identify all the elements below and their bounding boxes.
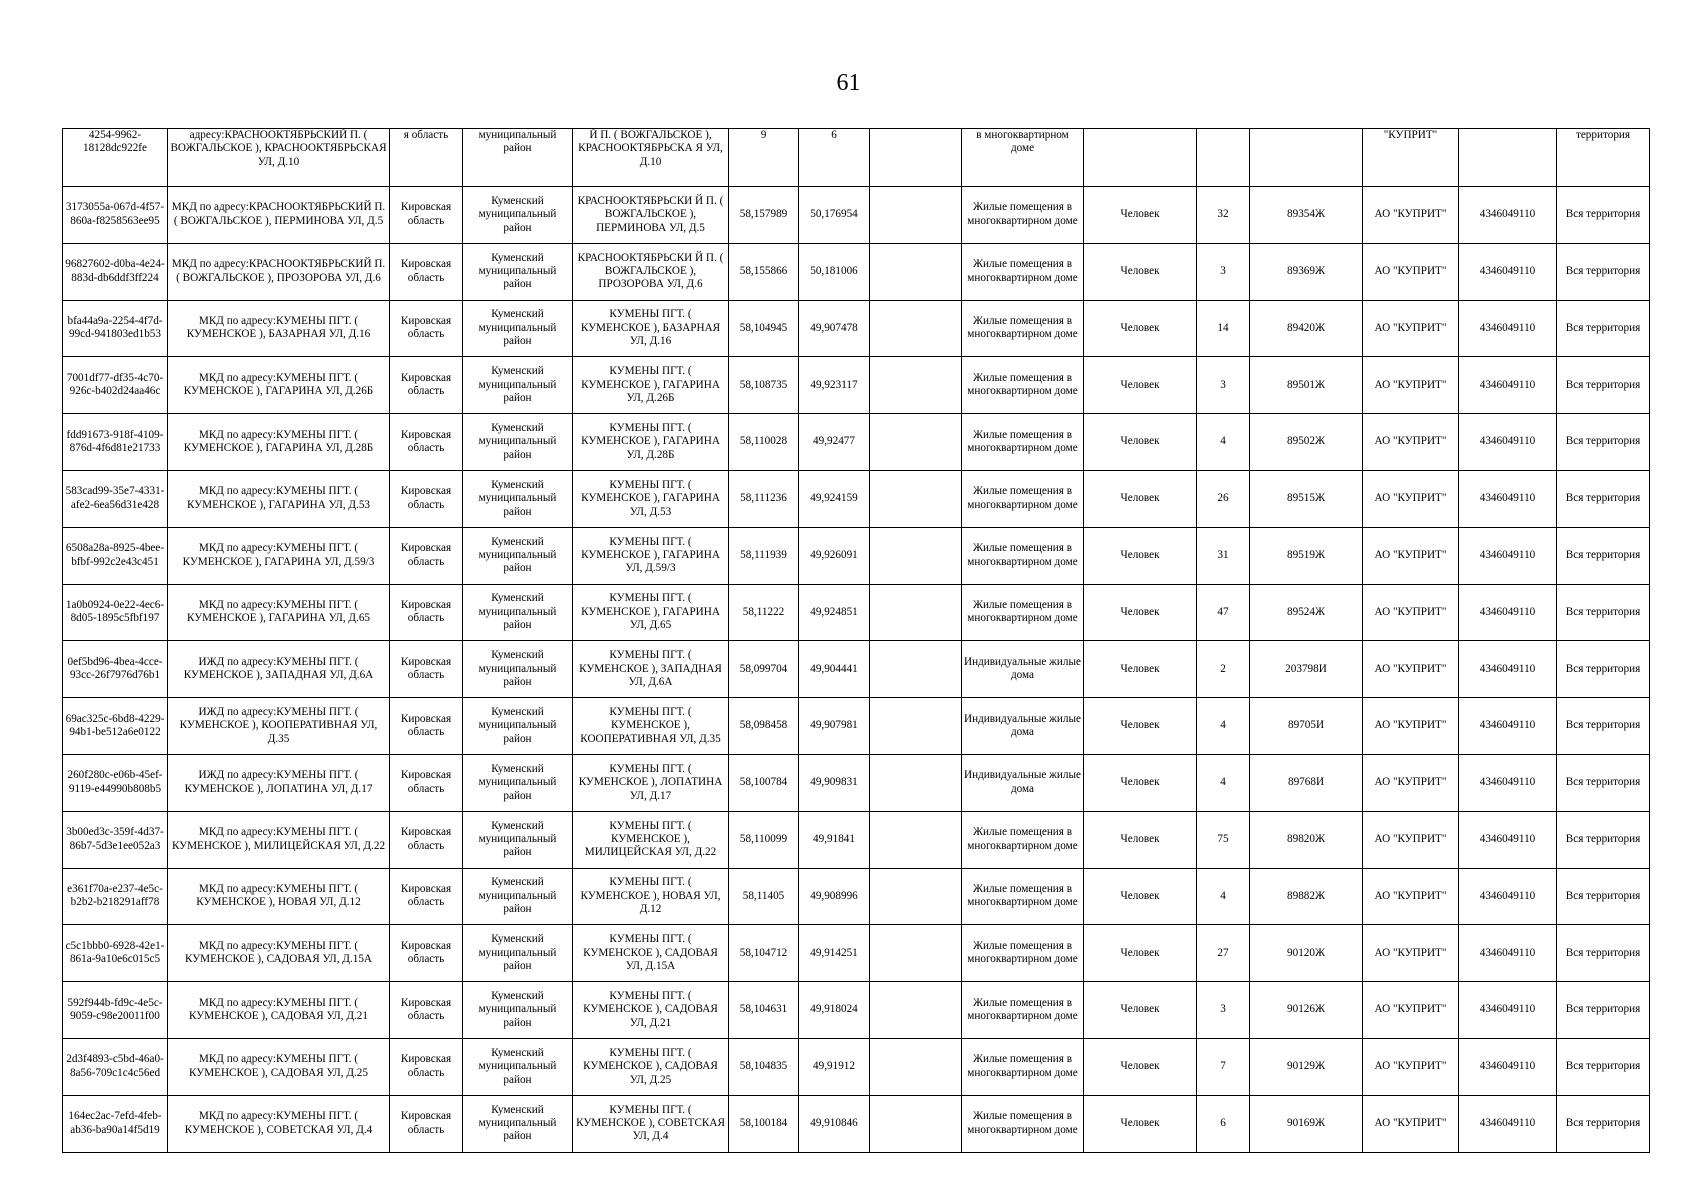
cell-region: Кировская область bbox=[390, 584, 463, 641]
cell-lat: 58,155866 bbox=[729, 243, 799, 300]
cell-code: 90169Ж bbox=[1250, 1095, 1363, 1152]
cell-id: e361f70a-e237-4e5c-b2b2-b218291aff78 bbox=[63, 868, 168, 925]
cell-region: Кировская область bbox=[390, 300, 463, 357]
cell-org: АО "КУПРИТ" bbox=[1363, 641, 1459, 698]
cell-inn bbox=[1459, 129, 1557, 187]
cell-address: КУМЕНЫ ПГТ. ( КУМЕНСКОЕ ), ГАГАРИНА УЛ, Д.65 bbox=[573, 584, 729, 641]
cell-lon: 49,924159 bbox=[799, 470, 870, 527]
cell-lat: 58,11222 bbox=[729, 584, 799, 641]
cell-address: КУМЕНЫ ПГТ. ( КУМЕНСКОЕ ), ГАГАРИНА УЛ, Д.53 bbox=[573, 470, 729, 527]
cell-org: АО "КУПРИТ" bbox=[1363, 527, 1459, 584]
cell-id: 164ec2ac-7efd-4feb-ab36-ba90a14f5d19 bbox=[63, 1095, 168, 1152]
cell-district: Куменский муниципальный район bbox=[463, 1038, 573, 1095]
cell-count: 3 bbox=[1197, 357, 1250, 414]
cell-district: Куменский муниципальный район bbox=[463, 1095, 573, 1152]
cell-district: Куменский муниципальный район bbox=[463, 414, 573, 471]
cell-name: МКД по адресу:КУМЕНЫ ПГТ. ( КУМЕНСКОЕ ), САДОВАЯ УЛ, Д.15А bbox=[168, 925, 390, 982]
cell-territory: территория bbox=[1557, 129, 1650, 187]
cell-empty bbox=[870, 1038, 962, 1095]
cell-code: 89524Ж bbox=[1250, 584, 1363, 641]
cell-lat: 58,111939 bbox=[729, 527, 799, 584]
cell-lat: 58,100184 bbox=[729, 1095, 799, 1152]
cell-inn: 4346049110 bbox=[1459, 982, 1557, 1039]
cell-name: адресу:КРАСНООКТЯБРЬСКИЙ П. ( ВОЖГАЛЬСКОЕ ), КРАСНООКТЯБРЬСКАЯ УЛ, Д.10 bbox=[168, 129, 390, 187]
cell-count: 3 bbox=[1197, 243, 1250, 300]
cell-inn: 4346049110 bbox=[1459, 925, 1557, 982]
cell-lon: 49,914251 bbox=[799, 925, 870, 982]
cell-code bbox=[1250, 129, 1363, 187]
cell-empty bbox=[870, 414, 962, 471]
cell-type: Жилые помещения в многоквартирном доме bbox=[962, 868, 1084, 925]
cell-org: АО "КУПРИТ" bbox=[1363, 811, 1459, 868]
cell-empty bbox=[870, 527, 962, 584]
table-row bbox=[63, 584, 1650, 641]
cell-inn: 4346049110 bbox=[1459, 414, 1557, 471]
cell-count: 4 bbox=[1197, 414, 1250, 471]
cell-count bbox=[1197, 129, 1250, 187]
cell-empty bbox=[870, 1095, 962, 1152]
cell-lon: 49,923117 bbox=[799, 357, 870, 414]
cell-unit: Человек bbox=[1084, 584, 1197, 641]
cell-unit: Человек bbox=[1084, 641, 1197, 698]
cell-unit: Человек bbox=[1084, 187, 1197, 244]
cell-name: МКД по адресу:КУМЕНЫ ПГТ. ( КУМЕНСКОЕ ), БАЗАРНАЯ УЛ, Д.16 bbox=[168, 300, 390, 357]
cell-address: КРАСНООКТЯБРЬСКИ Й П. ( ВОЖГАЛЬСКОЕ ), ПЕРМИНОВА УЛ, Д.5 bbox=[573, 187, 729, 244]
cell-count: 31 bbox=[1197, 527, 1250, 584]
cell-code: 89519Ж bbox=[1250, 527, 1363, 584]
cell-type: Жилые помещения в многоквартирном доме bbox=[962, 1038, 1084, 1095]
cell-type: Жилые помещения в многоквартирном доме bbox=[962, 243, 1084, 300]
cell-id: 0ef5bd96-4bea-4cce-93cc-26f7976d76b1 bbox=[63, 641, 168, 698]
page-number: 61 bbox=[836, 70, 861, 96]
cell-code: 89420Ж bbox=[1250, 300, 1363, 357]
cell-org: АО "КУПРИТ" bbox=[1363, 1095, 1459, 1152]
cell-count: 4 bbox=[1197, 754, 1250, 811]
cell-inn: 4346049110 bbox=[1459, 641, 1557, 698]
cell-id: 3b00ed3c-359f-4d37-86b7-5d3e1ee052a3 bbox=[63, 811, 168, 868]
cell-code: 89882Ж bbox=[1250, 868, 1363, 925]
cell-lon: 49,907478 bbox=[799, 300, 870, 357]
cell-inn: 4346049110 bbox=[1459, 698, 1557, 755]
cell-type: Жилые помещения в многоквартирном доме bbox=[962, 925, 1084, 982]
cell-id: 96827602-d0ba-4e24-883d-db6ddf3ff224 bbox=[63, 243, 168, 300]
cell-type: в многоквартирном доме bbox=[962, 129, 1084, 187]
cell-empty bbox=[870, 925, 962, 982]
cell-lon: 6 bbox=[799, 129, 870, 187]
table-row bbox=[63, 1038, 1650, 1095]
table-row bbox=[63, 300, 1650, 357]
cell-inn: 4346049110 bbox=[1459, 357, 1557, 414]
cell-lon: 49,918024 bbox=[799, 982, 870, 1039]
cell-address: КУМЕНЫ ПГТ. ( КУМЕНСКОЕ ), САДОВАЯ УЛ, Д.25 bbox=[573, 1038, 729, 1095]
table-row bbox=[63, 982, 1650, 1039]
cell-empty bbox=[870, 470, 962, 527]
cell-type: Жилые помещения в многоквартирном доме bbox=[962, 1095, 1084, 1152]
cell-count: 2 bbox=[1197, 641, 1250, 698]
cell-region: Кировская область bbox=[390, 243, 463, 300]
cell-count: 4 bbox=[1197, 698, 1250, 755]
cell-org: АО "КУПРИТ" bbox=[1363, 187, 1459, 244]
cell-lat: 58,157989 bbox=[729, 187, 799, 244]
cell-inn: 4346049110 bbox=[1459, 868, 1557, 925]
cell-region: Кировская область bbox=[390, 641, 463, 698]
cell-region: Кировская область bbox=[390, 754, 463, 811]
cell-id: 7001df77-df35-4c70-926c-b402d24aa46c bbox=[63, 357, 168, 414]
cell-org: АО "КУПРИТ" bbox=[1363, 868, 1459, 925]
table-row bbox=[63, 470, 1650, 527]
cell-empty bbox=[870, 811, 962, 868]
table-row bbox=[63, 698, 1650, 755]
cell-inn: 4346049110 bbox=[1459, 243, 1557, 300]
cell-type: Жилые помещения в многоквартирном доме bbox=[962, 357, 1084, 414]
cell-unit: Человек bbox=[1084, 300, 1197, 357]
cell-territory: Вся территория bbox=[1557, 527, 1650, 584]
cell-lat: 58,111236 bbox=[729, 470, 799, 527]
cell-org: АО "КУПРИТ" bbox=[1363, 698, 1459, 755]
cell-type: Жилые помещения в многоквартирном доме bbox=[962, 470, 1084, 527]
cell-empty bbox=[870, 243, 962, 300]
cell-type: Индивидуальные жилые дома bbox=[962, 754, 1084, 811]
cell-empty bbox=[870, 187, 962, 244]
cell-name: МКД по адресу:КУМЕНЫ ПГТ. ( КУМЕНСКОЕ ), ГАГАРИНА УЛ, Д.26Б bbox=[168, 357, 390, 414]
cell-territory: Вся территория bbox=[1557, 300, 1650, 357]
cell-type: Жилые помещения в многоквартирном доме bbox=[962, 300, 1084, 357]
cell-count: 26 bbox=[1197, 470, 1250, 527]
cell-unit: Человек bbox=[1084, 1095, 1197, 1152]
cell-empty bbox=[870, 641, 962, 698]
cell-org: АО "КУПРИТ" bbox=[1363, 1038, 1459, 1095]
cell-org: АО "КУПРИТ" bbox=[1363, 982, 1459, 1039]
cell-type: Жилые помещения в многоквартирном доме bbox=[962, 584, 1084, 641]
cell-id: 260f280c-e06b-45ef-9119-e44990b808b5 bbox=[63, 754, 168, 811]
cell-empty bbox=[870, 754, 962, 811]
cell-lat: 58,104631 bbox=[729, 982, 799, 1039]
cell-region: Кировская область bbox=[390, 1095, 463, 1152]
cell-lon: 49,91912 bbox=[799, 1038, 870, 1095]
cell-unit: Человек bbox=[1084, 414, 1197, 471]
cell-territory: Вся территория bbox=[1557, 357, 1650, 414]
cell-region: Кировская область bbox=[390, 868, 463, 925]
cell-inn: 4346049110 bbox=[1459, 584, 1557, 641]
cell-lat: 58,104945 bbox=[729, 300, 799, 357]
cell-unit: Человек bbox=[1084, 868, 1197, 925]
cell-address: КРАСНООКТЯБРЬСКИ Й П. ( ВОЖГАЛЬСКОЕ ), ПРОЗОРОВА УЛ, Д.6 bbox=[573, 243, 729, 300]
cell-id: 592f944b-fd9c-4e5c-9059-c98e20011f00 bbox=[63, 982, 168, 1039]
cell-territory: Вся территория bbox=[1557, 470, 1650, 527]
cell-lat: 58,098458 bbox=[729, 698, 799, 755]
cell-org: "КУПРИТ" bbox=[1363, 129, 1459, 187]
cell-unit: Человек bbox=[1084, 527, 1197, 584]
cell-inn: 4346049110 bbox=[1459, 187, 1557, 244]
cell-district: Куменский муниципальный район bbox=[463, 357, 573, 414]
cell-id: 3173055a-067d-4f57-860a-f8258563ee95 bbox=[63, 187, 168, 244]
cell-org: АО "КУПРИТ" bbox=[1363, 300, 1459, 357]
cell-territory: Вся территория bbox=[1557, 754, 1650, 811]
cell-name: МКД по адресу:КУМЕНЫ ПГТ. ( КУМЕНСКОЕ ), САДОВАЯ УЛ, Д.21 bbox=[168, 982, 390, 1039]
cell-region: Кировская область bbox=[390, 811, 463, 868]
cell-inn: 4346049110 bbox=[1459, 527, 1557, 584]
cell-type: Индивидуальные жилые дома bbox=[962, 698, 1084, 755]
cell-unit: Человек bbox=[1084, 982, 1197, 1039]
cell-lat: 58,104712 bbox=[729, 925, 799, 982]
cell-unit: Человек bbox=[1084, 925, 1197, 982]
cell-district: Куменский муниципальный район bbox=[463, 527, 573, 584]
cell-territory: Вся территория bbox=[1557, 1095, 1650, 1152]
cell-code: 89502Ж bbox=[1250, 414, 1363, 471]
cell-territory: Вся территория bbox=[1557, 925, 1650, 982]
cell-name: ИЖД по адресу:КУМЕНЫ ПГТ. ( КУМЕНСКОЕ ), КООПЕРАТИВНАЯ УЛ, Д.35 bbox=[168, 698, 390, 755]
cell-region: я область bbox=[390, 129, 463, 187]
cell-name: МКД по адресу:КУМЕНЫ ПГТ. ( КУМЕНСКОЕ ), ГАГАРИНА УЛ, Д.28Б bbox=[168, 414, 390, 471]
cell-district: Куменский муниципальный район bbox=[463, 470, 573, 527]
cell-lat: 58,108735 bbox=[729, 357, 799, 414]
cell-region: Кировская область bbox=[390, 1038, 463, 1095]
cell-lon: 49,910846 bbox=[799, 1095, 870, 1152]
cell-address: КУМЕНЫ ПГТ. ( КУМЕНСКОЕ ), САДОВАЯ УЛ, Д.15А bbox=[573, 925, 729, 982]
cell-region: Кировская область bbox=[390, 187, 463, 244]
cell-count: 7 bbox=[1197, 1038, 1250, 1095]
cell-unit: Человек bbox=[1084, 698, 1197, 755]
cell-code: 90129Ж bbox=[1250, 1038, 1363, 1095]
cell-count: 75 bbox=[1197, 811, 1250, 868]
cell-org: АО "КУПРИТ" bbox=[1363, 754, 1459, 811]
cell-address: КУМЕНЫ ПГТ. ( КУМЕНСКОЕ ), МИЛИЦЕЙСКАЯ УЛ, Д.22 bbox=[573, 811, 729, 868]
cell-district: Куменский муниципальный район bbox=[463, 698, 573, 755]
cell-lat: 58,11405 bbox=[729, 868, 799, 925]
cell-lon: 49,926091 bbox=[799, 527, 870, 584]
cell-territory: Вся территория bbox=[1557, 698, 1650, 755]
cell-lon: 49,908996 bbox=[799, 868, 870, 925]
cell-count: 27 bbox=[1197, 925, 1250, 982]
cell-inn: 4346049110 bbox=[1459, 754, 1557, 811]
cell-name: ИЖД по адресу:КУМЕНЫ ПГТ. ( КУМЕНСКОЕ ), ЛОПАТИНА УЛ, Д.17 bbox=[168, 754, 390, 811]
cell-inn: 4346049110 bbox=[1459, 1095, 1557, 1152]
cell-lon: 49,92477 bbox=[799, 414, 870, 471]
cell-code: 89515Ж bbox=[1250, 470, 1363, 527]
table-row bbox=[63, 414, 1650, 471]
table-row bbox=[63, 129, 1650, 187]
cell-org: АО "КУПРИТ" bbox=[1363, 925, 1459, 982]
cell-district: Куменский муниципальный район bbox=[463, 811, 573, 868]
table-row bbox=[63, 754, 1650, 811]
cell-territory: Вся территория bbox=[1557, 584, 1650, 641]
cell-district: Куменский муниципальный район bbox=[463, 868, 573, 925]
table-row bbox=[63, 925, 1650, 982]
cell-org: АО "КУПРИТ" bbox=[1363, 357, 1459, 414]
cell-territory: Вся территория bbox=[1557, 641, 1650, 698]
cell-district: Куменский муниципальный район bbox=[463, 925, 573, 982]
table-row bbox=[63, 1095, 1650, 1152]
cell-count: 6 bbox=[1197, 1095, 1250, 1152]
cell-lon: 50,176954 bbox=[799, 187, 870, 244]
cell-count: 4 bbox=[1197, 868, 1250, 925]
cell-type: Жилые помещения в многоквартирном доме bbox=[962, 982, 1084, 1039]
cell-type: Индивидуальные жилые дома bbox=[962, 641, 1084, 698]
cell-id: 69ac325c-6bd8-4229-94b1-be512a6e0122 bbox=[63, 698, 168, 755]
cell-inn: 4346049110 bbox=[1459, 1038, 1557, 1095]
cell-unit: Человек bbox=[1084, 1038, 1197, 1095]
cell-address: КУМЕНЫ ПГТ. ( КУМЕНСКОЕ ), КООПЕРАТИВНАЯ УЛ, Д.35 bbox=[573, 698, 729, 755]
cell-lon: 49,907981 bbox=[799, 698, 870, 755]
cell-count: 14 bbox=[1197, 300, 1250, 357]
cell-region: Кировская область bbox=[390, 698, 463, 755]
cell-name: ИЖД по адресу:КУМЕНЫ ПГТ. ( КУМЕНСКОЕ ), ЗАПАДНАЯ УЛ, Д.6А bbox=[168, 641, 390, 698]
cell-code: 89501Ж bbox=[1250, 357, 1363, 414]
cell-inn: 4346049110 bbox=[1459, 470, 1557, 527]
cell-district: Куменский муниципальный район bbox=[463, 641, 573, 698]
cell-address: КУМЕНЫ ПГТ. ( КУМЕНСКОЕ ), НОВАЯ УЛ, Д.12 bbox=[573, 868, 729, 925]
cell-district: Куменский муниципальный район bbox=[463, 300, 573, 357]
cell-type: Жилые помещения в многоквартирном доме bbox=[962, 527, 1084, 584]
cell-territory: Вся территория bbox=[1557, 414, 1650, 471]
cell-name: МКД по адресу:КУМЕНЫ ПГТ. ( КУМЕНСКОЕ ), ГАГАРИНА УЛ, Д.53 bbox=[168, 470, 390, 527]
cell-id: 6508a28a-8925-4bee-bfbf-992c2e43c451 bbox=[63, 527, 168, 584]
cell-unit bbox=[1084, 129, 1197, 187]
cell-lat: 58,100784 bbox=[729, 754, 799, 811]
cell-lat: 58,104835 bbox=[729, 1038, 799, 1095]
cell-count: 47 bbox=[1197, 584, 1250, 641]
cell-type: Жилые помещения в многоквартирном доме bbox=[962, 811, 1084, 868]
cell-region: Кировская область bbox=[390, 925, 463, 982]
cell-address: КУМЕНЫ ПГТ. ( КУМЕНСКОЕ ), СОВЕТСКАЯ УЛ, Д.4 bbox=[573, 1095, 729, 1152]
cell-unit: Человек bbox=[1084, 470, 1197, 527]
cell-code: 89768И bbox=[1250, 754, 1363, 811]
cell-unit: Человек bbox=[1084, 754, 1197, 811]
cell-lon: 49,91841 bbox=[799, 811, 870, 868]
cell-name: МКД по адресу:КРАСНООКТЯБРЬСКИЙ П. ( ВОЖГАЛЬСКОЕ ), ПЕРМИНОВА УЛ, Д.5 bbox=[168, 187, 390, 244]
cell-territory: Вся территория bbox=[1557, 243, 1650, 300]
cell-address: Й П. ( ВОЖГАЛЬСКОЕ ), КРАСНООКТЯБРЬСКА Я УЛ, Д.10 bbox=[573, 129, 729, 187]
cell-count: 3 bbox=[1197, 982, 1250, 1039]
table-row bbox=[63, 641, 1650, 698]
cell-district: Куменский муниципальный район bbox=[463, 187, 573, 244]
cell-code: 89705И bbox=[1250, 698, 1363, 755]
cell-address: КУМЕНЫ ПГТ. ( КУМЕНСКОЕ ), ЗАПАДНАЯ УЛ, Д.6А bbox=[573, 641, 729, 698]
cell-empty bbox=[870, 584, 962, 641]
cell-code: 89369Ж bbox=[1250, 243, 1363, 300]
cell-id: fdd91673-918f-4109-876d-4f6d81e21733 bbox=[63, 414, 168, 471]
cell-empty bbox=[870, 129, 962, 187]
cell-id: 1a0b0924-0e22-4ec6-8d05-1895c5fbf197 bbox=[63, 584, 168, 641]
cell-district: Куменский муниципальный район bbox=[463, 982, 573, 1039]
cell-org: АО "КУПРИТ" bbox=[1363, 470, 1459, 527]
cell-org: АО "КУПРИТ" bbox=[1363, 584, 1459, 641]
cell-code: 90126Ж bbox=[1250, 982, 1363, 1039]
table-row bbox=[63, 243, 1650, 300]
cell-lon: 49,924851 bbox=[799, 584, 870, 641]
table-row bbox=[63, 811, 1650, 868]
cell-lon: 50,181006 bbox=[799, 243, 870, 300]
cell-region: Кировская область bbox=[390, 527, 463, 584]
cell-address: КУМЕНЫ ПГТ. ( КУМЕНСКОЕ ), ГАГАРИНА УЛ, Д.28Б bbox=[573, 414, 729, 471]
cell-code: 89820Ж bbox=[1250, 811, 1363, 868]
cell-code: 203798И bbox=[1250, 641, 1363, 698]
cell-address: КУМЕНЫ ПГТ. ( КУМЕНСКОЕ ), САДОВАЯ УЛ, Д.21 bbox=[573, 982, 729, 1039]
cell-empty bbox=[870, 698, 962, 755]
cell-id: 583cad99-35e7-4331-afe2-6ea56d31e428 bbox=[63, 470, 168, 527]
cell-unit: Человек bbox=[1084, 243, 1197, 300]
cell-id: 2d3f4893-c5bd-46a0-8a56-709c1c4c56ed bbox=[63, 1038, 168, 1095]
cell-org: АО "КУПРИТ" bbox=[1363, 414, 1459, 471]
cell-empty bbox=[870, 982, 962, 1039]
cell-id: bfa44a9a-2254-4f7d-99cd-941803ed1b53 bbox=[63, 300, 168, 357]
cell-unit: Человек bbox=[1084, 811, 1197, 868]
cell-region: Кировская область bbox=[390, 982, 463, 1039]
cell-address: КУМЕНЫ ПГТ. ( КУМЕНСКОЕ ), БАЗАРНАЯ УЛ, Д.16 bbox=[573, 300, 729, 357]
cell-name: МКД по адресу:КУМЕНЫ ПГТ. ( КУМЕНСКОЕ ), НОВАЯ УЛ, Д.12 bbox=[168, 868, 390, 925]
cell-lat: 9 bbox=[729, 129, 799, 187]
cell-lat: 58,110028 bbox=[729, 414, 799, 471]
cell-empty bbox=[870, 868, 962, 925]
cell-region: Кировская область bbox=[390, 414, 463, 471]
cell-lon: 49,904441 bbox=[799, 641, 870, 698]
cell-empty bbox=[870, 357, 962, 414]
cell-lat: 58,099704 bbox=[729, 641, 799, 698]
table-row bbox=[63, 187, 1650, 244]
cell-name: МКД по адресу:КУМЕНЫ ПГТ. ( КУМЕНСКОЕ ), ГАГАРИНА УЛ, Д.59/3 bbox=[168, 527, 390, 584]
cell-territory: Вся территория bbox=[1557, 982, 1650, 1039]
cell-type: Жилые помещения в многоквартирном доме bbox=[962, 414, 1084, 471]
cell-inn: 4346049110 bbox=[1459, 300, 1557, 357]
cell-district: Куменский муниципальный район bbox=[463, 243, 573, 300]
cell-name: МКД по адресу:КУМЕНЫ ПГТ. ( КУМЕНСКОЕ ), СОВЕТСКАЯ УЛ, Д.4 bbox=[168, 1095, 390, 1152]
cell-district: муниципальный район bbox=[463, 129, 573, 187]
cell-type: Жилые помещения в многоквартирном доме bbox=[962, 187, 1084, 244]
cell-territory: Вся территория bbox=[1557, 868, 1650, 925]
cell-address: КУМЕНЫ ПГТ. ( КУМЕНСКОЕ ), ГАГАРИНА УЛ, Д.59/3 bbox=[573, 527, 729, 584]
cell-inn: 4346049110 bbox=[1459, 811, 1557, 868]
cell-name: МКД по адресу:КУМЕНЫ ПГТ. ( КУМЕНСКОЕ ), МИЛИЦЕЙСКАЯ УЛ, Д.22 bbox=[168, 811, 390, 868]
cell-name: МКД по адресу:КУМЕНЫ ПГТ. ( КУМЕНСКОЕ ), ГАГАРИНА УЛ, Д.65 bbox=[168, 584, 390, 641]
cell-district: Куменский муниципальный район bbox=[463, 754, 573, 811]
cell-region: Кировская область bbox=[390, 470, 463, 527]
cell-region: Кировская область bbox=[390, 357, 463, 414]
cell-territory: Вся территория bbox=[1557, 1038, 1650, 1095]
cell-code: 90120Ж bbox=[1250, 925, 1363, 982]
cell-org: АО "КУПРИТ" bbox=[1363, 243, 1459, 300]
cell-lon: 49,909831 bbox=[799, 754, 870, 811]
cell-empty bbox=[870, 300, 962, 357]
cell-id: 4254-9962-18128dc922fe bbox=[63, 129, 168, 187]
cell-district: Куменский муниципальный район bbox=[463, 584, 573, 641]
cell-address: КУМЕНЫ ПГТ. ( КУМЕНСКОЕ ), ГАГАРИНА УЛ, Д.26Б bbox=[573, 357, 729, 414]
data-table bbox=[62, 128, 1650, 1153]
cell-address: КУМЕНЫ ПГТ. ( КУМЕНСКОЕ ), ЛОПАТИНА УЛ, Д.17 bbox=[573, 754, 729, 811]
cell-territory: Вся территория bbox=[1557, 187, 1650, 244]
table-body bbox=[63, 129, 1650, 1153]
table-row bbox=[63, 357, 1650, 414]
table-row bbox=[63, 527, 1650, 584]
table-row bbox=[63, 868, 1650, 925]
cell-lat: 58,110099 bbox=[729, 811, 799, 868]
cell-count: 32 bbox=[1197, 187, 1250, 244]
cell-id: c5c1bbb0-6928-42e1-861a-9a10e6c015c5 bbox=[63, 925, 168, 982]
cell-code: 89354Ж bbox=[1250, 187, 1363, 244]
cell-name: МКД по адресу:КУМЕНЫ ПГТ. ( КУМЕНСКОЕ ), САДОВАЯ УЛ, Д.25 bbox=[168, 1038, 390, 1095]
cell-name: МКД по адресу:КРАСНООКТЯБРЬСКИЙ П. ( ВОЖГАЛЬСКОЕ ), ПРОЗОРОВА УЛ, Д.6 bbox=[168, 243, 390, 300]
cell-territory: Вся территория bbox=[1557, 811, 1650, 868]
cell-unit: Человек bbox=[1084, 357, 1197, 414]
